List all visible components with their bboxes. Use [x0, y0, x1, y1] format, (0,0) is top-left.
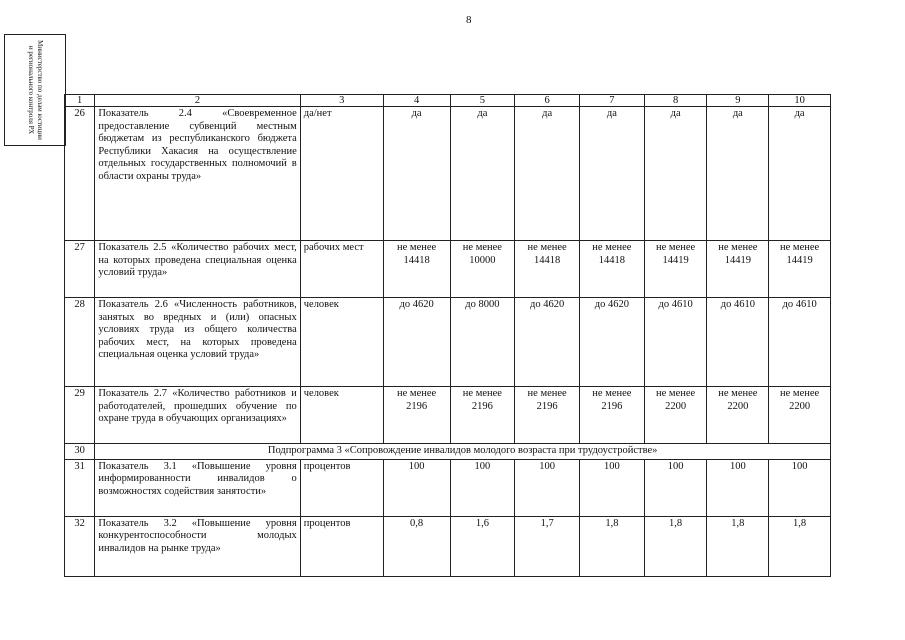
- row-number: 32: [65, 516, 95, 576]
- column-number: 10: [769, 95, 831, 107]
- indicator-name: Показатель 3.1 «Повышение уровня информированности инвалидов о возможностях содействия занятости»: [95, 459, 300, 516]
- indicator-value: 1,8: [644, 516, 707, 576]
- column-number: 5: [450, 95, 515, 107]
- subprogram-title: Подпрограмма 3 «Сопровождение инвалидов молодого возраста при трудоустройстве»: [95, 444, 831, 460]
- indicator-value: не менее 2196: [450, 387, 515, 444]
- indicator-value: 100: [383, 459, 450, 516]
- table-row: [65, 387, 831, 444]
- indicator-value: до 4610: [769, 298, 831, 387]
- column-number: 3: [300, 95, 383, 107]
- indicator-name: Показатель 2.5 «Количество рабочих мест, на которых проведена специальная оценка условий труда»: [95, 241, 300, 298]
- table-row: [65, 459, 831, 516]
- indicator-value: до 4620: [580, 298, 645, 387]
- indicator-value: да: [644, 107, 707, 241]
- column-number: 4: [383, 95, 450, 107]
- indicator-value: 100: [515, 459, 580, 516]
- indicator-value: 100: [450, 459, 515, 516]
- unit-of-measure: рабочих мест: [300, 241, 383, 298]
- indicator-value: 1,6: [450, 516, 515, 576]
- column-number: 1: [65, 95, 95, 107]
- indicator-value: не менее 2200: [769, 387, 831, 444]
- indicator-value: не менее 2196: [383, 387, 450, 444]
- indicators-table: [64, 94, 831, 577]
- row-number: 31: [65, 459, 95, 516]
- row-number: 28: [65, 298, 95, 387]
- indicator-value: 100: [580, 459, 645, 516]
- indicator-value: не менее 14419: [644, 241, 707, 298]
- page-number: 8: [466, 14, 472, 26]
- table-row: [65, 516, 831, 576]
- table-row: [65, 298, 831, 387]
- indicator-value: 1,8: [769, 516, 831, 576]
- column-number: 7: [580, 95, 645, 107]
- indicator-value: не менее 2200: [644, 387, 707, 444]
- stamp-text: Министерство по делам юстиции и регионального контроля РХ: [27, 40, 44, 140]
- table-header-row: [65, 95, 831, 107]
- indicator-value: 1,7: [515, 516, 580, 576]
- indicator-value: 1,8: [580, 516, 645, 576]
- unit-of-measure: процентов: [300, 459, 383, 516]
- indicator-value: до 4620: [515, 298, 580, 387]
- unit-of-measure: человек: [300, 298, 383, 387]
- table-row: [65, 241, 831, 298]
- indicator-value: до 4620: [383, 298, 450, 387]
- indicator-value: не менее 14418: [515, 241, 580, 298]
- indicator-value: не менее 2196: [515, 387, 580, 444]
- indicator-value: до 8000: [450, 298, 515, 387]
- column-number: 2: [95, 95, 300, 107]
- indicator-value: да: [515, 107, 580, 241]
- indicator-value: до 4610: [644, 298, 707, 387]
- indicator-value: не менее 2196: [580, 387, 645, 444]
- table-row: [65, 444, 831, 460]
- column-number: 9: [707, 95, 769, 107]
- unit-of-measure: да/нет: [300, 107, 383, 241]
- indicator-value: не менее 14419: [707, 241, 769, 298]
- unit-of-measure: процентов: [300, 516, 383, 576]
- row-number: 27: [65, 241, 95, 298]
- indicator-value: не менее 14418: [383, 241, 450, 298]
- indicator-value: не менее 14419: [769, 241, 831, 298]
- indicator-value: до 4610: [707, 298, 769, 387]
- stamp: [4, 34, 66, 146]
- indicator-value: не менее 2200: [707, 387, 769, 444]
- indicator-value: 100: [769, 459, 831, 516]
- indicator-value: не менее 10000: [450, 241, 515, 298]
- indicator-value: не менее 14418: [580, 241, 645, 298]
- unit-of-measure: человек: [300, 387, 383, 444]
- indicator-value: да: [707, 107, 769, 241]
- indicator-name: Показатель 2.6 «Численность работников, занятых во вредных и (или) опасных условиях труда из общего количества рабочих мест, на которых проведена специальная оценка условий труда»: [95, 298, 300, 387]
- indicator-value: 100: [644, 459, 707, 516]
- row-number: 26: [65, 107, 95, 241]
- indicator-value: 0,8: [383, 516, 450, 576]
- indicator-name: Показатель 2.7 «Количество работников и работодателей, прошедших обучение по охране труда в обучающих организациях»: [95, 387, 300, 444]
- indicator-value: да: [769, 107, 831, 241]
- indicator-name: Показатель 2.4 «Своевременное предоставление субвенций местным бюджетам из республиканского бюджета Республики Хакасия на осуществление отдельных государственных полномочий в области охраны труда»: [95, 107, 300, 241]
- table-row: [65, 107, 831, 241]
- indicator-value: да: [450, 107, 515, 241]
- indicator-value: да: [383, 107, 450, 241]
- indicator-value: да: [580, 107, 645, 241]
- row-number: 29: [65, 387, 95, 444]
- row-number: 30: [65, 444, 95, 460]
- indicator-value: 100: [707, 459, 769, 516]
- indicator-value: 1,8: [707, 516, 769, 576]
- indicator-name: Показатель 3.2 «Повышение уровня конкурентоспособности молодых инвалидов на рынке труда»: [95, 516, 300, 576]
- column-number: 8: [644, 95, 707, 107]
- column-number: 6: [515, 95, 580, 107]
